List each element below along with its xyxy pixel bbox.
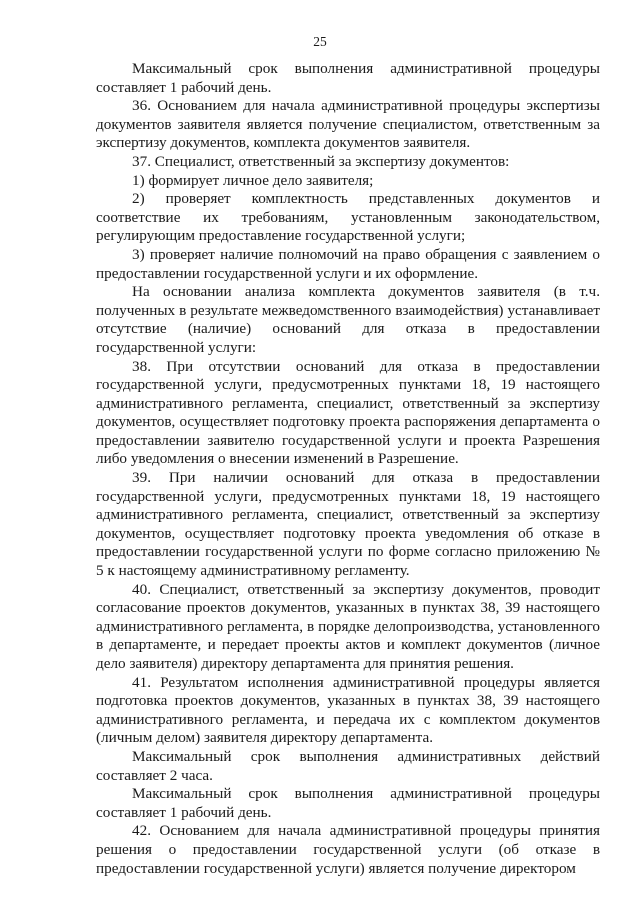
paragraph: 42. Основанием для начала административной процедуры принятия решения о предоставлении государственной услуги (об отказе в предоставлении государственной услуги) является получение директором <box>96 822 600 877</box>
paragraph: 1) формирует личное дело заявителя; <box>132 171 374 189</box>
paragraph: 40. Специалист, ответственный за экспертизу документов, проводит согласование проектов документов, указанных в пунктах 38, 39 настоящего административного регламента, в порядке делопроизводства, установленного в департаменте, и передает проекты актов и комплект документов (личное дело заявителя) директору департамента для принятия решения. <box>96 580 600 672</box>
paragraph: Максимальный срок выполнения административных действий составляет 2 часа. <box>96 747 600 784</box>
body-text <box>96 60 600 878</box>
paragraph: 37. Специалист, ответственный за экспертизу документов: <box>132 152 510 170</box>
paragraph: 2) проверяет комплектность представленных документов и соответствие их требованиям, установленным законодательством, регулирующим предоставление государственной услуги; <box>96 190 600 245</box>
paragraph: 3) проверяет наличие полномочий на право обращения с заявлением о предоставлении государственной услуги и их оформление. <box>96 245 600 282</box>
paragraph: 38. При отсутствии оснований для отказа в предоставлении государственной услуги, предусмотренных пунктами 18, 19 настоящего административного регламента, специалист, ответственный за экспертизу документов, осуществляет подготовку проекта распоряжения департамента о предоставлении заявителю государственной услуги и проекта Разрешения либо уведомления о внесении изменений в Разрешение. <box>96 357 600 468</box>
page-number: 25 <box>313 34 327 49</box>
paragraph: 36. Основанием для начала административной процедуры экспертизы документов заявителя является получение специалистом, ответственным за экспертизу документов, комплекта документов заявителя. <box>96 97 600 152</box>
paragraph: На основании анализа комплекта документов заявителя (в т.ч. полученных в результате межведомственного взаимодействия) устанавливает отсутствие (наличие) оснований для отказа в предоставлении государственной услуги: <box>96 283 600 356</box>
paragraph: 39. При наличии оснований для отказа в предоставлении государственной услуги, предусмотренных пунктами 18, 19 настоящего административного регламента, специалист, ответственный за экспертизу документов, осуществляет подготовку проекта уведомления об отказе в предоставлении государственной услуги по форме согласно приложению № 5 к настоящему административному регламенту. <box>96 469 600 580</box>
paragraph: Максимальный срок выполнения административной процедуры составляет 1 рабочий день. <box>96 60 600 96</box>
paragraph: 41. Результатом исполнения административной процедуры является подготовка проектов документов, указанных в пунктах 38, 39 настоящего административного регламента, и передача их с комплектом документов (личным делом) заявителя директору департамента. <box>96 673 600 747</box>
paragraph: Максимальный срок выполнения административной процедуры составляет 1 рабочий день. <box>96 785 600 821</box>
